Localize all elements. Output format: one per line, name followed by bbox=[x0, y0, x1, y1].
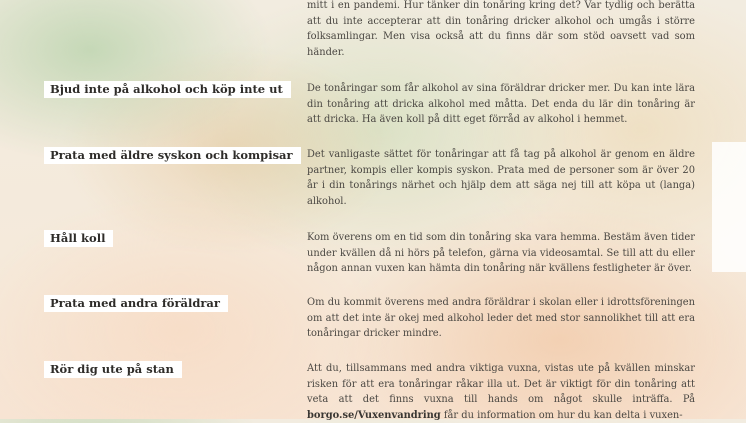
tip-heading: Prata med äldre syskon och kompisar bbox=[44, 147, 301, 164]
tip-heading: Rör dig ute på stan bbox=[44, 361, 182, 378]
tip-text-prefix: På bbox=[682, 394, 695, 406]
tip-text: Det vanligaste sättet för tonåringar att få tag på alkohol är genom en äldre partner, kompis eller kompis syskon. Prata med de personer som är över 20 år i din tonårings närhet och hjälp dem att säga nej till att köpa ut (langa) alkohol. bbox=[307, 149, 695, 207]
tip-text: De tonåringar som får alkohol av sina föräldrar dricker mer. Du kan inte lära din tonåring att dricka alkohol med måtta. Det enda du lär din tonåring är att dricka. Ha även koll på ditt eget förråd av alkohol i hemmet. bbox=[307, 83, 695, 126]
tip-heading: Bjud inte på alkohol och köp inte ut bbox=[44, 81, 291, 98]
vuxenvandring-link[interactable]: borgo.se/Vuxenvandring bbox=[307, 409, 441, 421]
intro-paragraph: mitt i en pandemi. Hur tänker din tonåring kring det? Var tydlig och berätta att du inte accepterar att din tonåring dricker alkohol och umgås i större folksamlingar. Men visa också att du finns där som stöd oavsett vad som händer. bbox=[307, 0, 695, 58]
background-white-patch bbox=[712, 142, 746, 272]
tip-text: Kom överens om en tid som din tonåring ska vara hemma. Bestäm även tider under kvällen då ni hörs på telefon, gärna via videosamtal. Se till att du eller någon annan vuxen kan hämta din tonåring när kvällens festligheter är över. bbox=[307, 232, 695, 275]
tip-text-main: Att du, tillsammans med andra viktiga vuxna, vistas ute på kvällen minskar risken för att era tonåringar råkar illa ut. Det är viktigt för din tonåring att veta att det finns vuxna till hands om något skulle inträffa. bbox=[307, 363, 695, 406]
tip-text-suffix: får du information om hur du kan delta i vuxen- bbox=[440, 409, 683, 421]
tip-text bbox=[307, 361, 695, 423]
tip-heading: Prata med andra föräldrar bbox=[44, 295, 228, 312]
tip-text: Om du kommit överens med andra föräldrar i skolan eller i idrottsföreningen om att det inte är okej med alkohol leder det med stor sannolikhet till att era tonåringar dricker mindre. bbox=[307, 297, 695, 340]
tip-heading: Håll koll bbox=[44, 230, 113, 247]
